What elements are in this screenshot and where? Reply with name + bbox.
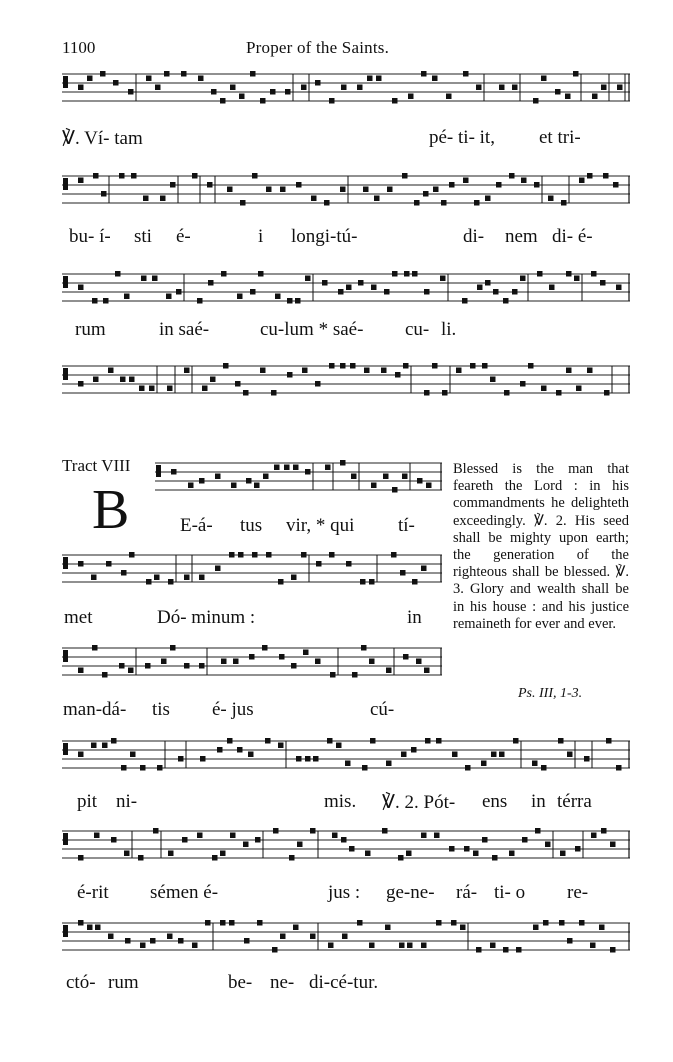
psalm-reference: Ps. III, 1-3.	[518, 686, 583, 701]
syllable: mis.	[324, 791, 357, 812]
syllable: é-	[176, 226, 191, 247]
syllable: ℣. 2. Pót-	[382, 792, 456, 813]
syllable: é- jus	[212, 699, 254, 720]
syllable: cu-lum * saé-	[260, 319, 364, 340]
chant-staff	[62, 358, 630, 408]
syllable: tis	[152, 699, 170, 720]
syllable: ti- o	[494, 882, 526, 903]
chant-staff	[62, 823, 630, 873]
syllable: E-á-	[180, 515, 213, 536]
chant-staff	[62, 733, 630, 783]
syllable: térra	[557, 791, 592, 812]
syllable: cú-	[370, 699, 395, 720]
chant-staff	[62, 266, 630, 316]
syllable: met	[64, 607, 93, 628]
chant-staff	[62, 168, 630, 218]
syllable: in	[407, 607, 422, 628]
translation-text: Blessed is the man that feareth the Lord : in his commandments he delighteth exceedingly. ℣. 2. His seed shall be mighty upon earth; the generation of the righteous shall be blessed. ℣. 3. Glory and wealth shall be in his house : and his justice remaineth for ever and ever.	[453, 461, 629, 632]
syllable: di-	[463, 226, 485, 247]
chant-staff	[62, 547, 442, 597]
running-title: Proper of the Saints.	[246, 38, 390, 57]
syllable: tí-	[398, 515, 415, 536]
syllable: tus	[240, 515, 263, 536]
initial-letter: B	[92, 479, 130, 541]
syllable: longi-tú-	[291, 226, 358, 247]
syllable: i	[258, 226, 264, 247]
syllable: Dó- minum :	[157, 607, 256, 628]
syllable: ni-	[116, 791, 138, 812]
syllable: rum	[75, 319, 106, 340]
syllable: ℣. Ví- tam	[62, 128, 143, 149]
syllable: ctó-	[66, 972, 96, 993]
page-number: 1100	[62, 38, 96, 57]
syllable: rá-	[456, 882, 478, 903]
syllable: in	[531, 791, 546, 812]
syllable: nem	[505, 226, 538, 247]
syllable: bu- í-	[69, 226, 111, 247]
syllable: vir, * qui	[286, 515, 355, 536]
syllable: di- é-	[552, 226, 593, 247]
syllable: sémen é-	[150, 882, 219, 903]
chant-staff	[62, 640, 442, 690]
syllable: ens	[482, 791, 508, 812]
syllable: é-rit	[77, 882, 109, 903]
syllable: pit	[77, 791, 98, 812]
tract-label: Tract VIII	[62, 456, 131, 475]
english-translation	[453, 461, 629, 633]
syllable: in saé-	[159, 319, 210, 340]
syllable: li.	[441, 319, 457, 340]
syllable: et tri-	[539, 127, 581, 148]
syllable: re-	[567, 882, 589, 903]
syllable: pé- ti- it,	[429, 127, 495, 148]
syllable: jus :	[328, 882, 361, 903]
syllable: man-dá-	[63, 699, 127, 720]
syllable: rum	[108, 972, 139, 993]
chant-staff	[155, 455, 442, 505]
syllable: cu-	[405, 319, 430, 340]
chant-staff	[62, 66, 630, 116]
syllable: ge-ne-	[386, 882, 435, 903]
syllable: be-	[228, 972, 253, 993]
chant-staff	[62, 915, 630, 965]
syllable: di-cé-tur.	[309, 972, 379, 993]
syllable: ne-	[270, 972, 295, 993]
syllable: sti	[134, 226, 152, 247]
